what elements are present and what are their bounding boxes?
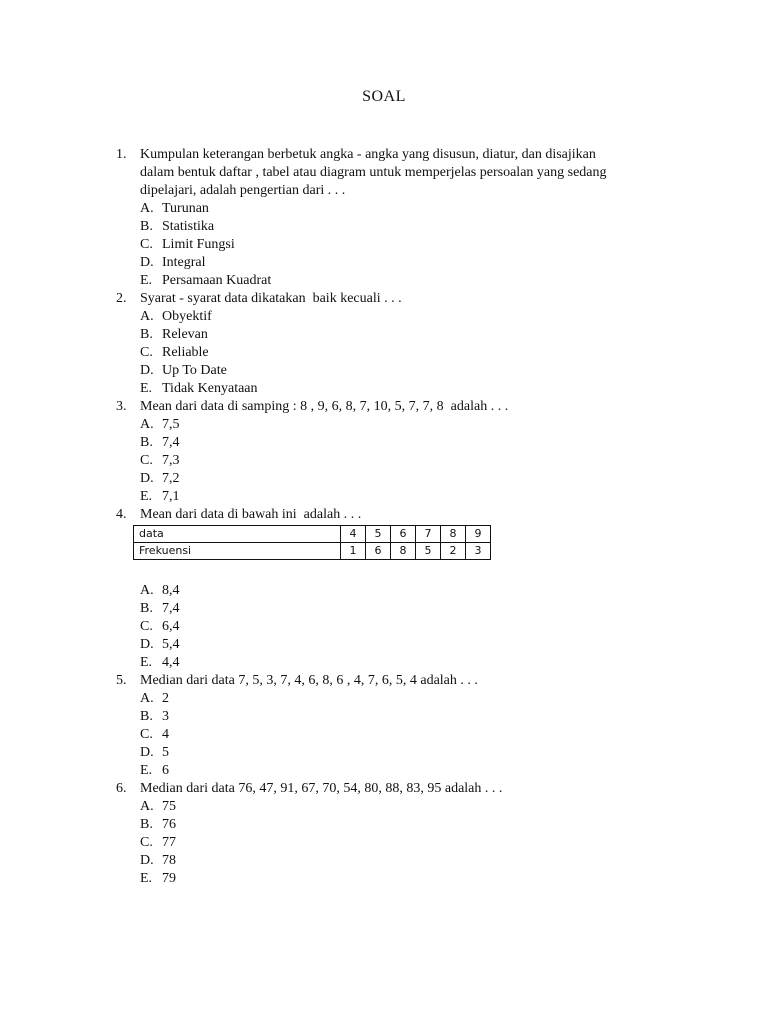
question-5-option-c (140, 726, 656, 744)
question-6-option-a (140, 798, 656, 816)
option-text: 4,4 (162, 655, 180, 670)
option-letter: B. (140, 709, 153, 724)
table-cell: 5 (366, 526, 391, 543)
question-6-option-c (140, 834, 656, 852)
question-4-option-c (140, 618, 656, 636)
option-text: Up To Date (162, 363, 227, 378)
option-letter: A. (140, 309, 154, 324)
option-text: 2 (162, 691, 169, 706)
option-letter: E. (140, 489, 153, 504)
option-text: 78 (162, 853, 176, 868)
question-1-text: dipelajari, adalah pengertian dari . . . (140, 183, 346, 198)
option-text: Limit Fungsi (162, 237, 235, 252)
option-text: 7,1 (162, 489, 180, 504)
question-5-option-a (140, 690, 656, 708)
question-3-option-d (140, 470, 656, 488)
question-3-option-e (140, 488, 656, 506)
question-6-line-1 (116, 780, 656, 798)
page-title: SOAL (362, 88, 406, 105)
option-letter: B. (140, 601, 153, 616)
question-2-option-e (140, 380, 656, 398)
option-letter: D. (140, 255, 154, 270)
question-5-option-b (140, 708, 656, 726)
question-1-line-3 (116, 182, 656, 200)
question-1-option-e (140, 272, 656, 290)
question-1-text: Kumpulan keterangan berbetuk angka - angka yang disusun, diatur, dan disajikan (140, 147, 596, 162)
option-text: Integral (162, 255, 206, 270)
option-letter: B. (140, 327, 153, 342)
option-letter: D. (140, 853, 154, 868)
table-row-frekuensi (134, 543, 491, 560)
option-letter: C. (140, 237, 153, 252)
question-3-option-a (140, 416, 656, 434)
question-4-option-a (140, 582, 656, 600)
table-cell: 4 (341, 526, 366, 543)
table-cell: 9 (466, 526, 491, 543)
option-text: 4 (162, 727, 169, 742)
question-5-option-e (140, 762, 656, 780)
question-4-option-b (140, 600, 656, 618)
option-text: 8,4 (162, 583, 180, 598)
option-letter: A. (140, 583, 154, 598)
option-letter: E. (140, 871, 153, 886)
table-cell: 1 (341, 543, 366, 560)
question-2-option-a (140, 308, 656, 326)
table-cell: 5 (416, 543, 441, 560)
table-cell: 6 (391, 526, 416, 543)
option-text: 7,4 (162, 601, 180, 616)
option-letter: E. (140, 763, 153, 778)
option-text: Obyektif (162, 309, 212, 324)
question-3-option-c (140, 452, 656, 470)
question-2-line-1 (116, 290, 656, 308)
option-text: 7,2 (162, 471, 180, 486)
question-6 (116, 780, 656, 888)
question-4-text: Mean dari data di bawah ini adalah . . . (140, 507, 362, 522)
question-5-number: 5. (116, 673, 127, 688)
question-6-option-b (140, 816, 656, 834)
option-letter: C. (140, 835, 153, 850)
question-3-option-b (140, 434, 656, 452)
option-text: 5 (162, 745, 169, 760)
table-cell: 8 (391, 543, 416, 560)
option-text: 76 (162, 817, 176, 832)
option-text: Persamaan Kuadrat (162, 273, 272, 288)
option-letter: C. (140, 727, 153, 742)
option-letter: D. (140, 363, 154, 378)
question-6-option-e (140, 870, 656, 888)
question-3-line-1 (116, 398, 656, 416)
question-3-number: 3. (116, 399, 127, 414)
option-letter: A. (140, 799, 154, 814)
question-1-number: 1. (116, 147, 127, 162)
option-text: 75 (162, 799, 176, 814)
option-text: Tidak Kenyataan (162, 381, 258, 396)
question-1-option-b (140, 218, 656, 236)
option-letter: A. (140, 691, 154, 706)
option-text: 6 (162, 763, 169, 778)
option-text: 7,4 (162, 435, 180, 450)
question-2-text: Syarat - syarat data dikatakan baik kecuali . . . (140, 291, 402, 306)
question-1 (116, 146, 656, 290)
option-letter: D. (140, 745, 154, 760)
option-text: 5,4 (162, 637, 180, 652)
question-1-line-2 (116, 164, 656, 182)
question-5 (116, 672, 656, 780)
question-2-number: 2. (116, 291, 127, 306)
option-letter: E. (140, 273, 153, 288)
option-letter: E. (140, 381, 153, 396)
option-letter: D. (140, 471, 154, 486)
table-cell: 7 (416, 526, 441, 543)
question-2-option-d (140, 362, 656, 380)
table-cell: 2 (441, 543, 466, 560)
question-1-line-1 (116, 146, 656, 164)
option-text: 6,4 (162, 619, 180, 634)
option-text: Statistika (162, 219, 215, 234)
question-2 (116, 290, 656, 398)
option-letter: C. (140, 345, 153, 360)
question-4-line-1 (116, 506, 656, 524)
option-letter: D. (140, 637, 154, 652)
frequency-table (133, 525, 491, 560)
table-cell-label: Frekuensi (134, 543, 341, 560)
question-5-line-1 (116, 672, 656, 690)
option-letter: B. (140, 817, 153, 832)
question-3-text: Mean dari data di samping : 8 , 9, 6, 8, 7, 10, 5, 7, 7, 8 adalah . . . (140, 399, 509, 414)
question-4 (116, 506, 656, 672)
question-1-option-d (140, 254, 656, 272)
question-list (116, 146, 656, 888)
option-letter: A. (140, 417, 154, 432)
question-4-option-d (140, 636, 656, 654)
option-letter: A. (140, 201, 154, 216)
question-1-text: dalam bentuk daftar , tabel atau diagram untuk memperjelas persoalan yang sedang (140, 165, 607, 180)
table-cell: 3 (466, 543, 491, 560)
question-1-option-a (140, 200, 656, 218)
question-5-text: Median dari data 7, 5, 3, 7, 4, 6, 8, 6 , 4, 7, 6, 5, 4 adalah . . . (140, 673, 478, 688)
option-text: 7,3 (162, 453, 180, 468)
option-letter: E. (140, 655, 153, 670)
table-cell: 6 (366, 543, 391, 560)
option-letter: C. (140, 619, 153, 634)
option-letter: B. (140, 219, 153, 234)
table-cell-label: data (134, 526, 341, 543)
option-text: 3 (162, 709, 169, 724)
option-text: Relevan (162, 327, 208, 342)
option-text: 79 (162, 871, 176, 886)
question-2-option-c (140, 344, 656, 362)
question-3 (116, 398, 656, 506)
option-text: Reliable (162, 345, 209, 360)
question-6-option-d (140, 852, 656, 870)
option-letter: C. (140, 453, 153, 468)
option-text: 7,5 (162, 417, 180, 432)
table-cell: 8 (441, 526, 466, 543)
table-row-data (134, 526, 491, 543)
question-2-option-b (140, 326, 656, 344)
question-5-option-d (140, 744, 656, 762)
question-4-option-e (140, 654, 656, 672)
question-6-text: Median dari data 76, 47, 91, 67, 70, 54, 80, 88, 83, 95 adalah . . . (140, 781, 503, 796)
question-6-number: 6. (116, 781, 127, 796)
option-text: 77 (162, 835, 176, 850)
question-4-number: 4. (116, 507, 127, 522)
question-1-option-c (140, 236, 656, 254)
option-letter: B. (140, 435, 153, 450)
option-text: Turunan (162, 201, 209, 216)
